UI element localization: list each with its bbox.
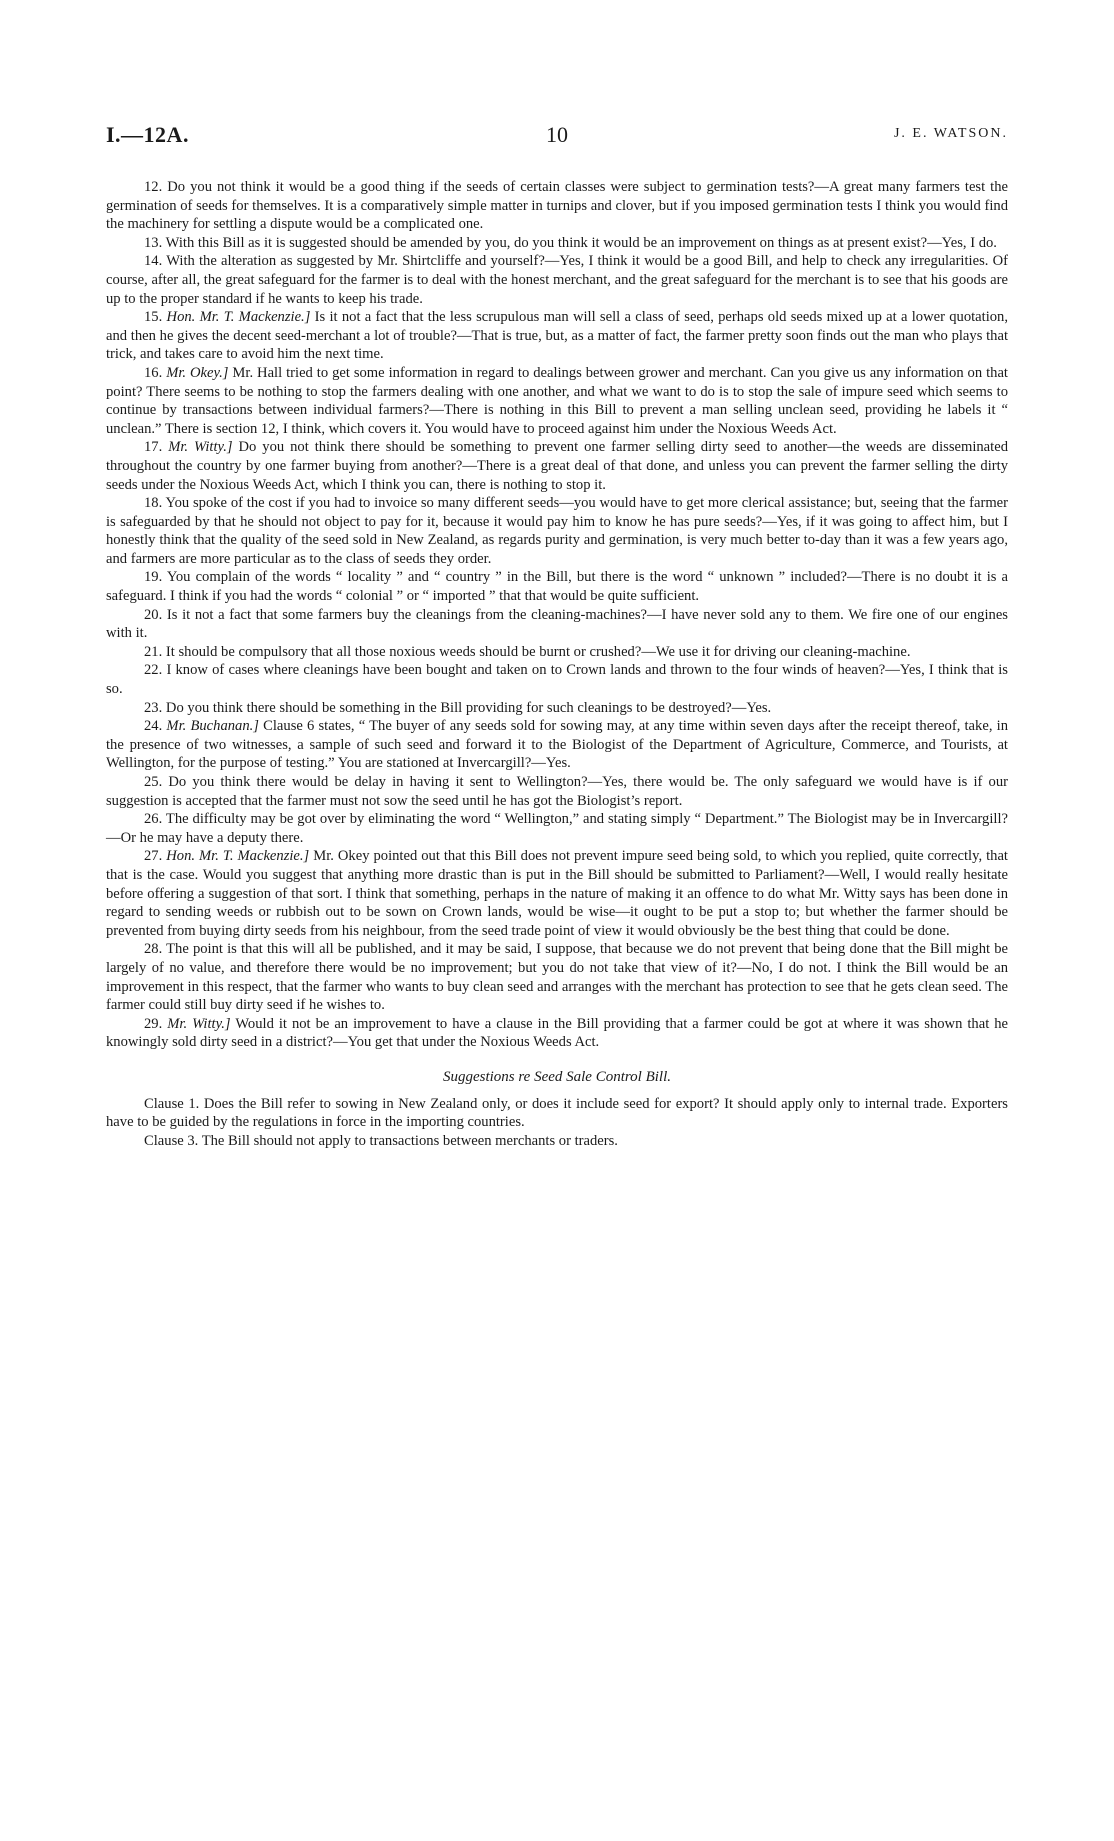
- page-header: [106, 122, 1008, 152]
- question-paragraph: [106, 699, 1008, 718]
- witness-name: J. E. WATSON.: [893, 126, 1008, 141]
- question-text: The difficulty may be got over by eliminating the word “ Wellington,” and stating simply “ Department.” The Biologist may be in Invercargill?—Or he may have a deputy there.: [106, 811, 1008, 846]
- question-number: 25.: [144, 774, 163, 790]
- question-text: You complain of the words “ locality ” and “ country ” in the Bill, but there is the word “ unknown ” included?—There is no doubt it is a safeguard. I think if you had the words “ colonial ” or “ imported ” that that would be quite sufficient.: [106, 569, 1008, 605]
- question-paragraph: [106, 717, 1008, 773]
- question-paragraph: [106, 1015, 1008, 1052]
- question-text: Do you think there would be delay in having it sent to Wellington?—Yes, there would be. The only safeguard we would have is if our suggestion is accepted that the farmer must not sow the seed until he has got the Biologist’s report.: [106, 774, 1008, 809]
- section-heading: Suggestions re Seed Sale Control Bill.: [442, 1068, 672, 1085]
- clause-text: Does the Bill refer to sowing in New Zealand only, or does it include seed for export? It should apply only to internal trade. Exporters have to be guided by the regulations in force in the importing countries.: [106, 1095, 1008, 1131]
- question-number: 13.: [144, 234, 163, 251]
- speaker-name: Mr. Witty.]: [167, 1015, 231, 1032]
- question-paragraph: [106, 661, 1008, 698]
- question-text: Mr. Okey pointed out that this Bill does not prevent impure seed being sold, to which you replied, quite correctly, that that is the case. Would you suggest that anything more drastic than is put in the Bill should be submitted to Parliament?—Well, I would really hesitate before offering a suggestion of that sort. I think that something, perhaps in the nature of making it an offence to do what Mr. Witty says has been done in regard to sending weeds or rubbish out to be sown on Crown lands, would be wise—it ought to be put a stop to; but whether the farmer should be prevented from buying dirty seeds from his neighbour, from the seed trade point of view it would obviously be the best thing that could be done.: [106, 848, 1008, 939]
- question-text: Is it not a fact that the less scrupulous man will sell a class of seed, perhaps old seeds mixed up at a lower quotation, and then he gives the decent seed-merchant a lot of trouble?—That is true, but, as a matter of fact, the farmer pretty soon finds out the man who plays that trick, and takes care to avoid him the next time.: [106, 309, 1009, 363]
- clause-text: The Bill should not apply to transactions between merchants or traders.: [201, 1132, 618, 1149]
- question-paragraph: [106, 252, 1008, 308]
- question-number: 27.: [144, 848, 163, 865]
- question-paragraph: [106, 940, 1008, 1014]
- question-number: 17.: [144, 439, 163, 456]
- question-number: 24.: [144, 718, 163, 735]
- question-number: 22.: [144, 662, 163, 679]
- speaker-name: Hon. Mr. T. Mackenzie.]: [166, 848, 310, 865]
- question-text: With the alteration as suggested by Mr. Shirtcliffe and yourself?—Yes, I think it would be a good Bill, and help to check any irregularities. Of course, after all, the great safeguard for the farmer is to deal with the honest merchant, and the great safeguard for the merchant is to see that his goods are up to the proper standard if he wants to keep his trade.: [106, 253, 1009, 307]
- question-paragraph: [106, 308, 1008, 364]
- speaker-name: Mr. Buchanan.]: [166, 718, 259, 735]
- clause-paragraph: [106, 1095, 1008, 1132]
- question-number: 26.: [144, 811, 163, 828]
- question-text: Mr. Hall tried to get some information in regard to dealings between grower and merchant. Can you give us any information on that point? There seems to be nothing to stop the farmers dealing with one another, and what we want to do is to stop the sale of impure seed which seems to continue by transactions between individual farmers?—There is nothing in this Bill to prevent a man selling unclean seed, providing he labels it “ unclean.” There is section 12, I think, which covers it. You would have to proceed against him under the Noxious Weeds Act.: [106, 364, 1008, 437]
- question-number: 18.: [144, 495, 163, 512]
- question-number: 20.: [144, 606, 163, 623]
- speaker-name: Hon. Mr. T. Mackenzie.]: [166, 309, 311, 326]
- question-text: Clause 6 states, “ The buyer of any seeds sold for sowing may, at any time within seven days after the receipt thereof, take, in the presence of two witnesses, a sample of such seed and forward it to the Biologist of the Department of Agriculture, Commerce, and Tourists, at Wellington, for the purpose of testing.” You are stationed at Invercargill?—Yes.: [106, 718, 1008, 772]
- question-number: 16.: [144, 364, 163, 381]
- question-paragraph: [106, 178, 1008, 234]
- question-paragraph: [106, 606, 1008, 643]
- question-text: Would it not be an improvement to have a clause in the Bill providing that a farmer could be got at where it was shown that he knowingly sold dirty seed in a district?—You get that under the Noxious Weeds Act.: [106, 1015, 1009, 1051]
- question-text: Do you think there should be something in the Bill providing for such cleanings to be destroyed?—Yes.: [165, 699, 772, 716]
- question-text: You spoke of the cost if you had to invoice so many different seeds—you would have to get more clerical assistance; but, seeing that the farmer is safeguarded by that he should not object to pay for it, because it would pay him to know he has pure seeds?—Yes, if it was going to affect him, but I honestly think that the quality of the seed sold in New Zealand, as regards purity and germination, is very much better to-day than it was a few years ago, and farmers are more particular as to the class of seeds they order.: [106, 495, 1009, 567]
- question-paragraph: [106, 364, 1008, 438]
- question-paragraph: [106, 773, 1008, 810]
- question-text: I know of cases where cleanings have been bought and taken on to Crown lands and thrown to the four winds of heaven?—Yes, I think that is so.: [106, 662, 1008, 698]
- question-text: With this Bill as it is suggested should be amended by you, do you think it would be an improvement on things as at present exist?—Yes, I do.: [165, 234, 997, 251]
- page-number: 10: [546, 122, 568, 147]
- question-number: 14.: [144, 253, 163, 270]
- question-paragraph: [106, 643, 1008, 662]
- question-number: 21.: [144, 643, 163, 660]
- question-number: 19.: [144, 569, 163, 586]
- speaker-name: Mr. Witty.]: [168, 439, 233, 456]
- question-paragraph: [106, 438, 1008, 494]
- document-body: [106, 178, 1008, 1150]
- question-number: 29.: [144, 1015, 163, 1032]
- question-number: 28.: [144, 941, 163, 958]
- question-text: Do you not think it would be a good thing if the seeds of certain classes were subject to germination tests?—A great many farmers test the germination of seeds for themselves. It is a comparatively simple matter in turnips and clover, but if you imposed germination tests I think you would find the machinery for settling a dispute would be a complicated one.: [106, 179, 1008, 233]
- clause-paragraph: [106, 1132, 1008, 1151]
- question-number: 12.: [144, 179, 163, 195]
- question-paragraph: [106, 568, 1008, 605]
- question-number: 23.: [144, 699, 163, 716]
- paper-reference: I.—12A.: [106, 122, 189, 147]
- question-paragraph: [106, 847, 1008, 940]
- question-paragraph: [106, 494, 1008, 568]
- question-text: Is it not a fact that some farmers buy the cleanings from the cleaning-machines?—I have never sold any to them. We fire one of our engines with it.: [106, 606, 1008, 642]
- question-text: The point is that this will all be published, and it may be said, I suppose, that because we do not prevent that being done that the Bill might be largely of no value, and therefore there would be no improvement; but you do not take that view of it?—No, I do not. I think the Bill would be an improvement in this respect, that the farmer who wants to buy clean seed and arranges with the merchant has protection to see that he gets clean seed. The farmer could still buy dirty seed if he wishes to.: [106, 941, 1008, 1014]
- clause-label: Clause 3.: [144, 1132, 199, 1149]
- question-text: Do you not think there should be something to prevent one farmer selling dirty seed to another—the weeds are disseminated throughout the country by one farmer buying from another?—There is a great deal of that done, and unless you can prevent the farmer selling the dirty seeds under the Noxious Weeds Act, which I think you can, there is nothing to stop it.: [106, 439, 1008, 493]
- speaker-name: Mr. Okey.]: [166, 364, 229, 381]
- question-paragraph: [106, 810, 1008, 847]
- question-paragraph: [106, 234, 1008, 253]
- question-number: 15.: [144, 309, 163, 326]
- clause-label: Clause 1.: [144, 1095, 200, 1112]
- question-text: It should be compulsory that all those noxious weeds should be burnt or crushed?—We use it for driving our cleaning-machine.: [165, 643, 911, 660]
